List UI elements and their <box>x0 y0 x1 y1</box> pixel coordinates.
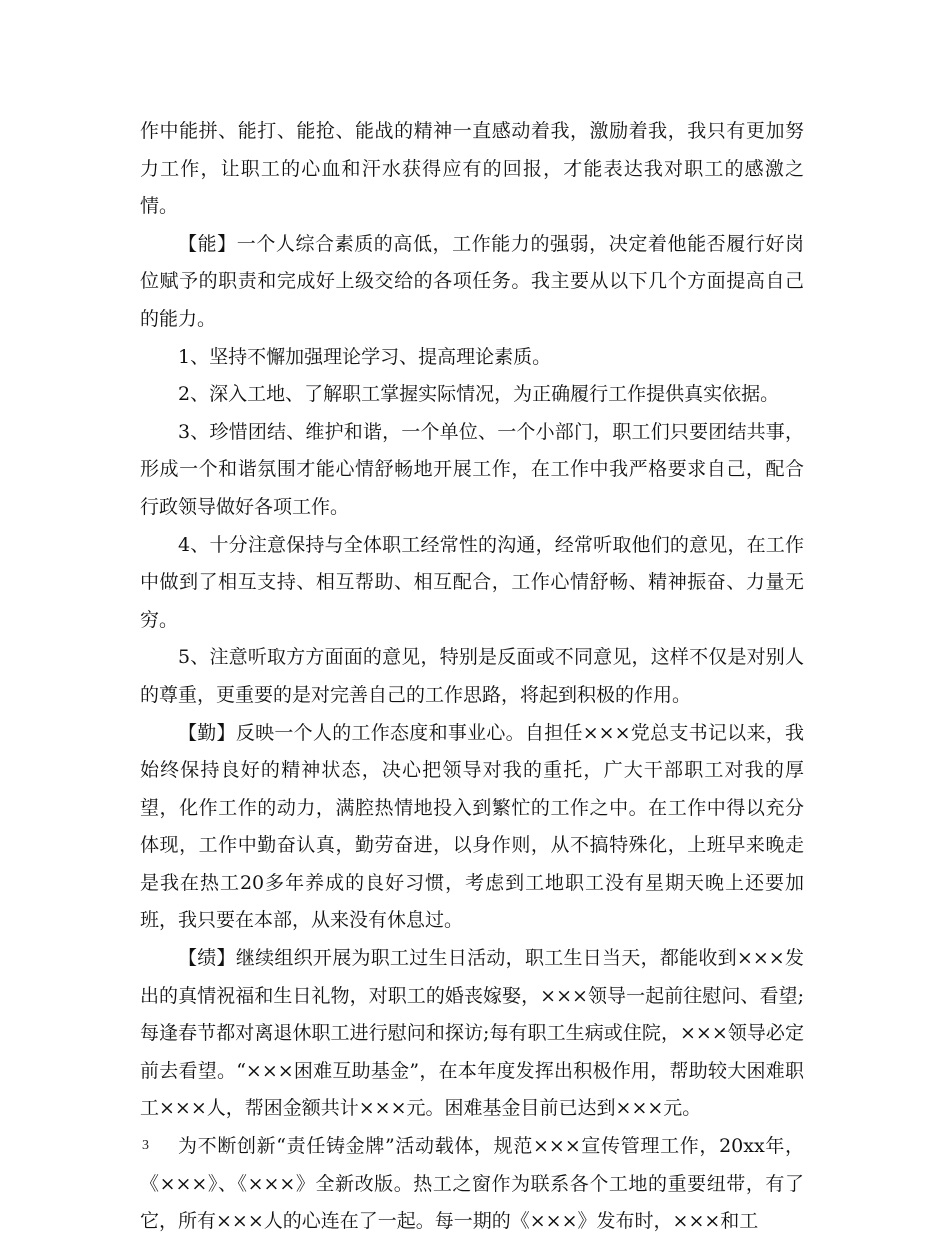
paragraph: 【勤】反映一个人的工作态度和事业心。自担任×××党总支书记以来，我始终保持良好的精神状态，决心把领导对我的重托，广大干部职工对我的厚望，化作工作的动力，满腔热情地投入到繁忙的工作之中。在工作中得以充分体现，工作中勤奋认真，勤劳奋进，以身作则，从不搞特殊化，上班早来晚走是我在热工20多年养成的良好习惯，考虑到工地职工没有星期天晚上还要加班，我只要在本部，从来没有休息过。 <box>140 721 804 932</box>
document-body <box>140 113 804 1241</box>
paragraph: 1、坚持不懈加强理论学习、提高理论素质。 <box>178 345 552 368</box>
paragraph: 2、深入工地、了解职工掌握实际情况，为正确履行工作提供真实依据。 <box>178 383 780 406</box>
paragraph: 5、注意听取方方面面的意见，特别是反面或不同意见，这样不仅是对别人的尊重，更重要的是对完善自己的工作思路，将起到积极的作用。 <box>140 646 804 706</box>
paragraph: 为不断创新“责任铸金牌”活动载体，规范×××宣传管理工作，20xx年，《×××》、《×××》全新改版。热工之窗作为联系各个工地的重要纽带，有了它，所有×××人的心连在了一起。每一期的《×××》发布时，×××和工 <box>140 1135 804 1233</box>
paragraph: 3、珍惜团结、维护和谐，一个单位、一个小部门，职工们只要团结共事，形成一个和谐氛围才能心情舒畅地开展工作，在工作中我严格要求自己，配合行政领导做好各项工作。 <box>140 420 804 518</box>
paragraph: 【绩】继续组织开展为职工过生日活动，职工生日当天，都能收到×××发出的真情祝福和生日礼物，对职工的婚丧嫁娶，×××领导一起前往慰问、看望;每逢春节都对离退休职工进行慰问和探访;每有职工生病或住院，×××领导必定前去看望。“×××困难互助基金”，在本年度发挥出积极作用，帮助较大困难职工×××人，帮困金额共计×××元。困难基金目前已达到×××元。 <box>140 947 804 1120</box>
paragraph: 作中能拼、能打、能抢、能战的精神一直感动着我，激励着我，我只有更加努力工作，让职工的心血和汗水获得应有的回报，才能表达我对职工的感激之情。 <box>140 120 804 218</box>
page-number: 3 <box>142 1138 149 1153</box>
paragraph: 【能】一个人综合素质的高低，工作能力的强弱，决定着他能否履行好岗位赋予的职责和完成好上级交给的各项任务。我主要从以下几个方面提高自己的能力。 <box>140 232 804 330</box>
paragraph: 4、十分注意保持与全体职工经常性的沟通，经常听取他们的意见，在工作中做到了相互支持、相互帮助、相互配合，工作心情舒畅、精神振奋、力量无穷。 <box>140 533 804 631</box>
